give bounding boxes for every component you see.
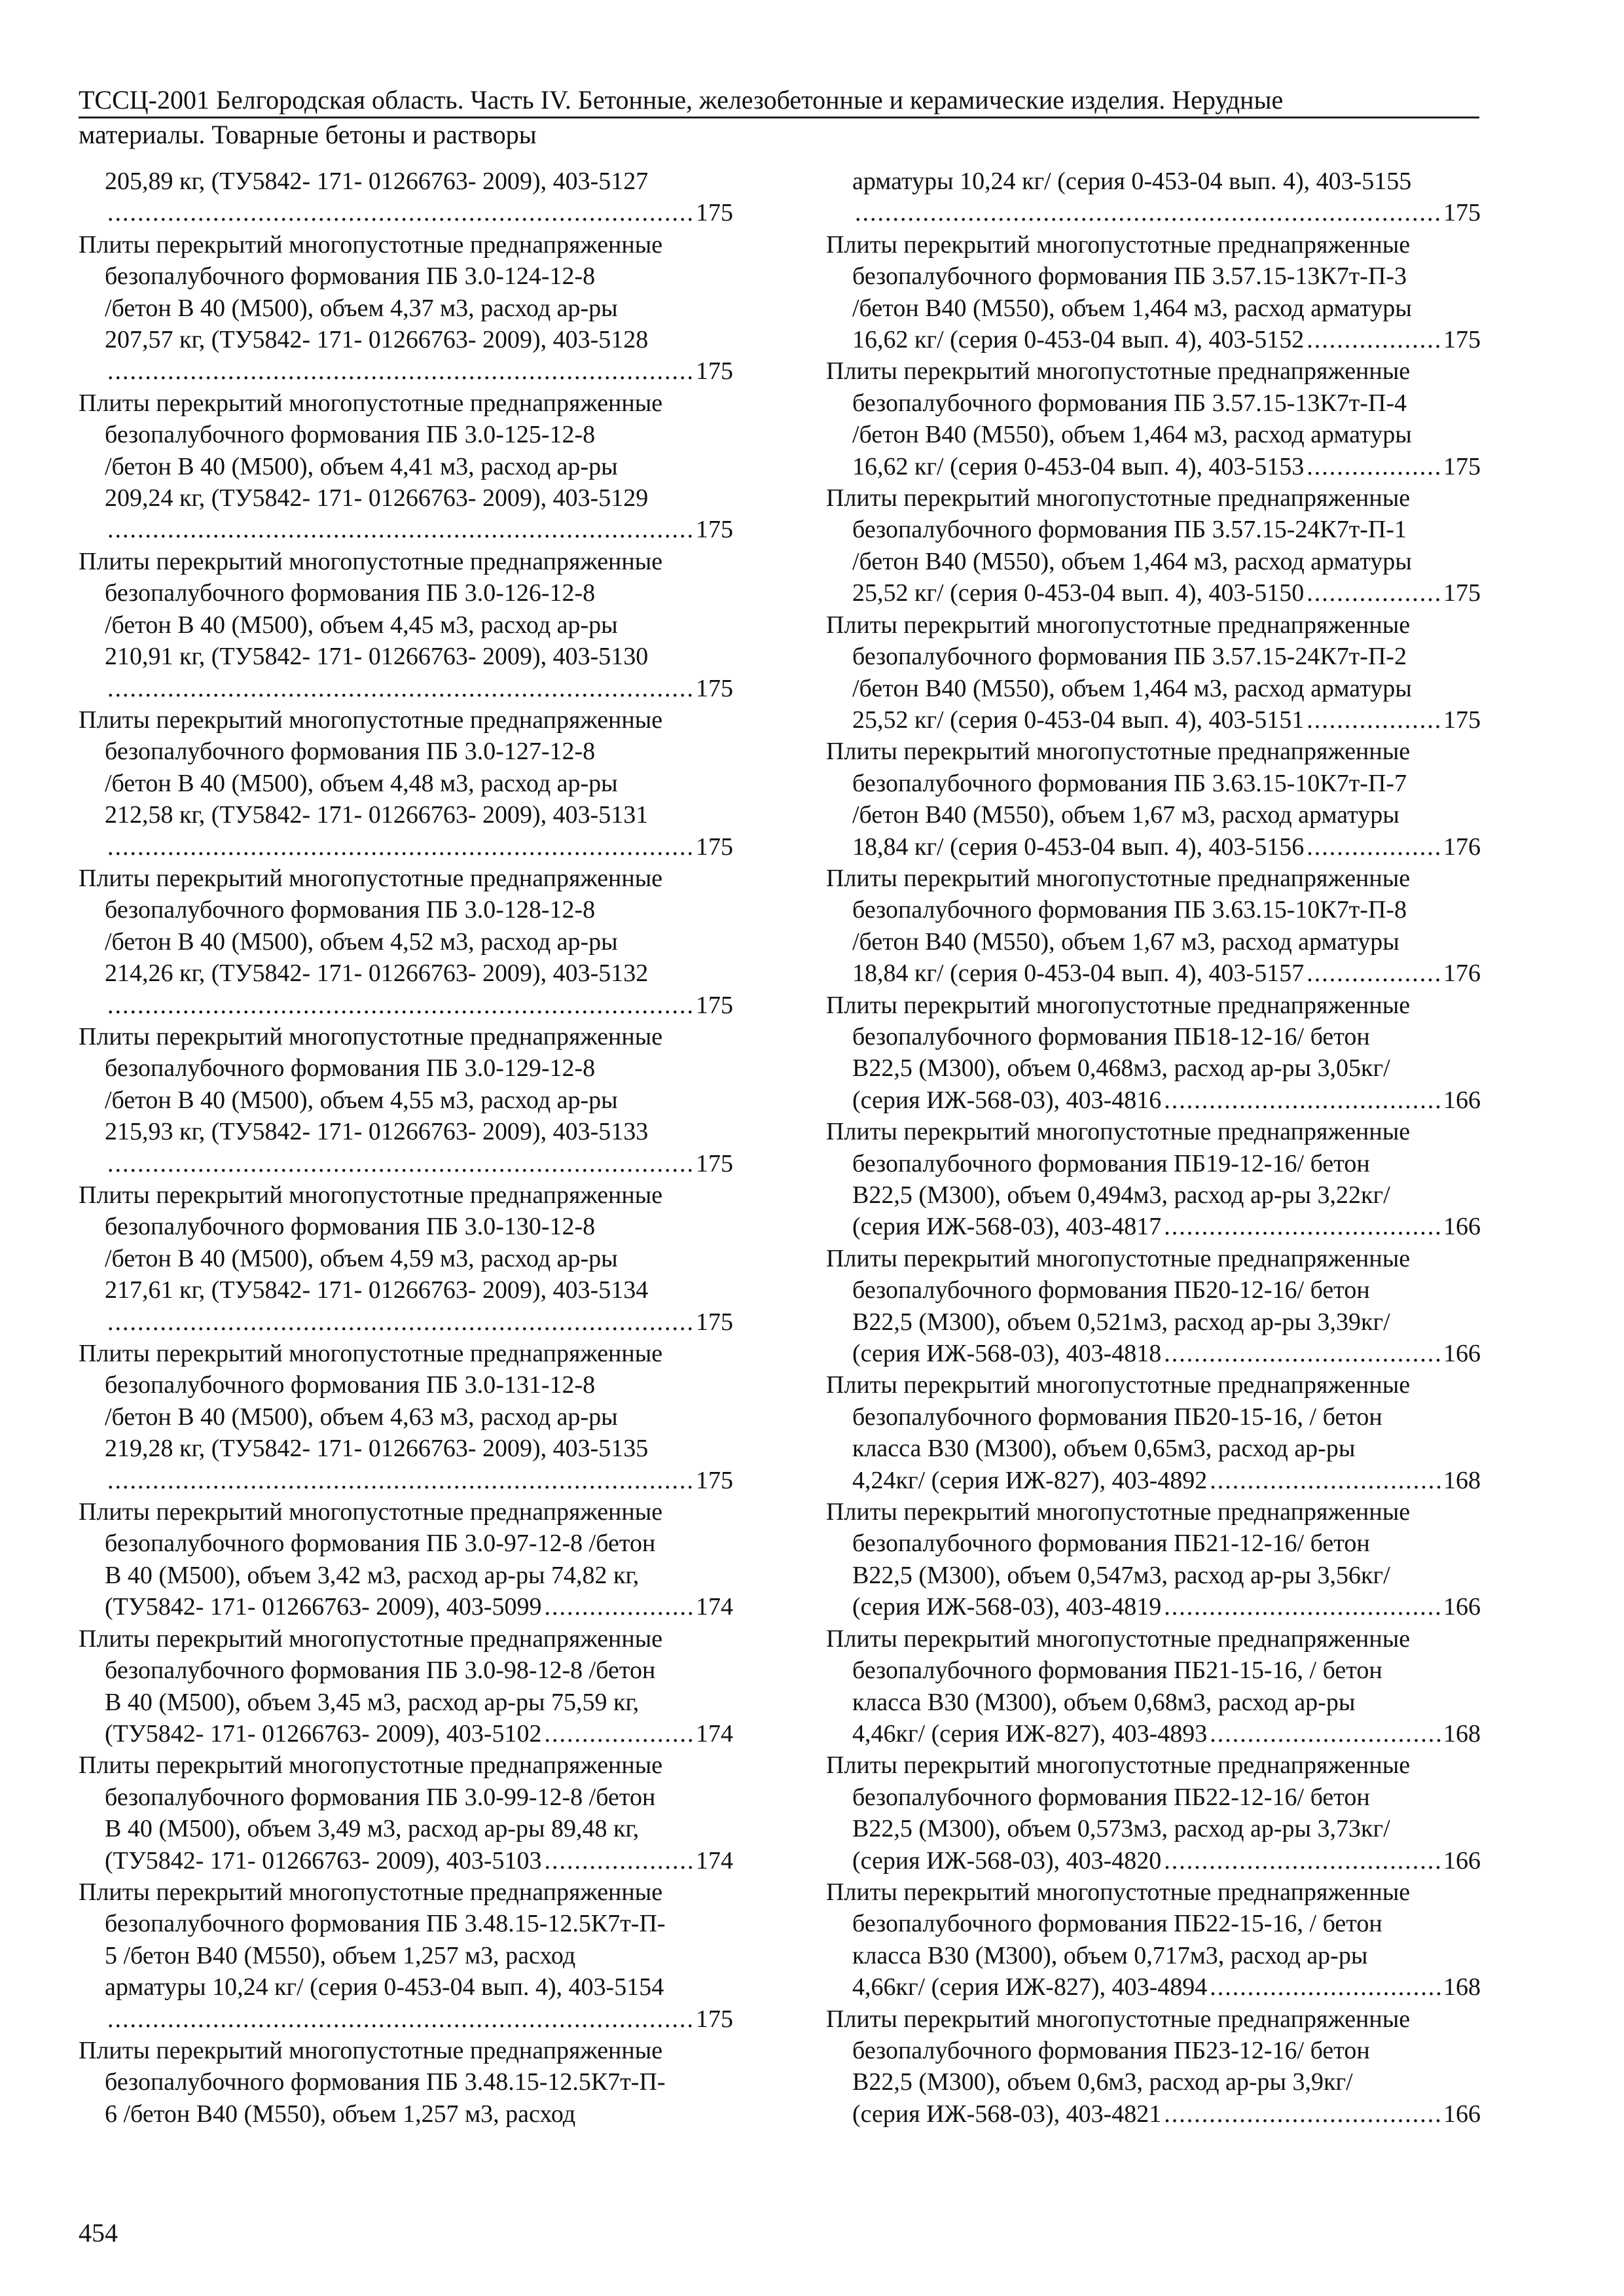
- entry-line: /бетон В 40 (М500), объем 4,48 м3, расход ар-ры: [105, 769, 618, 797]
- entry-line: /бетон В40 (М550), объем 1,464 м3, расход арматуры: [852, 421, 1412, 449]
- entry-description: [79, 166, 733, 197]
- index-entry: [79, 387, 733, 546]
- entry-line: класса В30 (М300), объем 0,65м3, расход ар-ры: [852, 1435, 1356, 1463]
- index-entry: [79, 1876, 733, 2035]
- entry-dot-leader-line: [826, 1211, 1481, 1242]
- entry-line: безопалубочного формования ПБ 3.57.15-13К7т-П-4: [852, 389, 1407, 417]
- index-entry: [79, 1749, 733, 1876]
- entry-last-line: 4,46кг/ (серия ИЖ-827), 403-4893: [852, 1719, 1208, 1748]
- entry-line: безопалубочного формования ПБ 3.0-130-12-8: [105, 1213, 596, 1241]
- index-entry: [826, 482, 1481, 609]
- entry-last-line: 18,84 кг/ (серия 0-453-04 вып. 4), 403-5157: [852, 960, 1305, 988]
- entry-line: Плиты перекрытий многопустотные преднапряженные: [79, 1181, 663, 1209]
- entry-line: безопалубочного формования ПБ 3.63.15-10К7т-П-7: [852, 769, 1407, 797]
- entry-dot-leader-line: [79, 831, 733, 863]
- entry-description: [79, 1021, 733, 1148]
- entry-line: безопалубочного формования ПБ 3.0-128-12-8: [105, 896, 596, 924]
- dot-leader: [1164, 1085, 1441, 1116]
- entry-description: [826, 1749, 1481, 1844]
- entry-line: Плиты перекрытий многопустотные преднапряженные: [79, 2036, 663, 2064]
- entry-dot-leader-line: [79, 1148, 733, 1179]
- index-entry: [79, 2035, 733, 2130]
- entry-dot-leader-line: [826, 1845, 1481, 1876]
- index-entry: [79, 1021, 733, 1179]
- entry-dot-leader-line: [826, 1971, 1481, 2003]
- entry-dot-leader-line: [79, 1845, 733, 1876]
- entry-page-ref: 175: [696, 516, 733, 544]
- dot-leader: [855, 197, 1441, 228]
- entry-page-ref: 166: [1443, 1213, 1481, 1241]
- entry-page-ref: 166: [1443, 1340, 1481, 1368]
- entry-description: [826, 1623, 1481, 1718]
- entry-line: /бетон В 40 (М500), объем 4,37 м3, расход ар-ры: [105, 294, 618, 322]
- index-entry: [826, 1369, 1481, 1496]
- entry-page-ref: 175: [696, 199, 733, 227]
- dot-leader: [1210, 1465, 1441, 1496]
- entry-line: Плиты перекрытий многопустотные преднапряженные: [79, 547, 663, 575]
- entry-dot-leader-line: [79, 673, 733, 704]
- entry-description: [826, 1116, 1481, 1211]
- entry-dot-leader-line: [826, 831, 1481, 863]
- entry-last-line: 4,24кг/ (серия ИЖ-827), 403-4892: [852, 1466, 1208, 1494]
- entry-line: Плиты перекрытий многопустотные преднапряженные: [826, 611, 1411, 639]
- dot-leader: [545, 1845, 693, 1876]
- entry-description: [826, 1876, 1481, 1971]
- entry-page-ref: 168: [1443, 1719, 1481, 1748]
- entry-page-ref: 166: [1443, 1846, 1481, 1874]
- entry-description: [79, 1623, 733, 1718]
- entry-page-ref: 166: [1443, 1086, 1481, 1114]
- entry-line: безопалубочного формования ПБ 3.0-125-12-8: [105, 421, 596, 449]
- index-entry: [826, 736, 1481, 863]
- entry-line: 210,91 кг, (ТУ5842- 171- 01266763- 2009), 403-5130: [105, 643, 649, 671]
- index-entry: [79, 863, 733, 1021]
- entry-last-line: (серия ИЖ-568-03), 403-4818: [852, 1340, 1162, 1368]
- entry-dot-leader-line: [79, 1465, 733, 1496]
- header-title-line2: материалы. Товарные бетоны и растворы: [79, 120, 537, 149]
- entry-description: [79, 863, 733, 990]
- entry-description: [79, 704, 733, 831]
- entry-line: безопалубочного формования ПБ 3.0-97-12-8 /бетон: [105, 1530, 656, 1558]
- entry-page-ref: 176: [1443, 833, 1481, 861]
- entry-dot-leader-line: [826, 704, 1481, 736]
- entry-dot-leader-line: [826, 1591, 1481, 1623]
- entry-dot-leader-line: [826, 1338, 1481, 1369]
- entry-line: Плиты перекрытий многопустотные преднапряженные: [826, 1118, 1411, 1146]
- dot-leader: [107, 990, 693, 1021]
- dot-leader: [107, 673, 693, 704]
- entry-line: /бетон В 40 (М500), объем 4,63 м3, расход ар-ры: [105, 1403, 618, 1431]
- index-entry: [79, 1179, 733, 1338]
- entry-line: безопалубочного формования ПБ 3.63.15-10К7т-П-8: [852, 896, 1407, 924]
- entry-description: [826, 482, 1481, 577]
- entry-line: безопалубочного формования ПБ18-12-16/ бетон: [852, 1022, 1370, 1050]
- entry-description: [79, 1749, 733, 1844]
- entry-line: 219,28 кг, (ТУ5842- 171- 01266763- 2009), 403-5135: [105, 1435, 649, 1463]
- entry-dot-leader-line: [79, 2003, 733, 2035]
- index-entry: [826, 863, 1481, 990]
- dot-leader: [107, 1465, 693, 1496]
- entry-line: В22,5 (М300), объем 0,547м3, расход ар-ры 3,56кг/: [852, 1561, 1390, 1589]
- dot-leader: [1164, 1591, 1441, 1623]
- entry-line: /бетон В 40 (М500), объем 4,52 м3, расход ар-ры: [105, 927, 618, 956]
- dot-leader: [107, 2003, 693, 2035]
- entry-line: В22,5 (М300), объем 0,573м3, расход ар-ры 3,73кг/: [852, 1815, 1390, 1843]
- index-entry: [826, 166, 1481, 229]
- entry-last-line: (ТУ5842- 171- 01266763- 2009), 403-5099: [105, 1593, 542, 1621]
- entry-last-line: (серия ИЖ-568-03), 403-4820: [852, 1846, 1162, 1874]
- dot-leader: [1164, 2098, 1441, 2130]
- entry-line: 6 /бетон В40 (М550), объем 1,257 м3, расход: [105, 2100, 576, 2128]
- entry-line: Плиты перекрытий многопустотные преднапряженные: [826, 1624, 1411, 1653]
- entry-line: Плиты перекрытий многопустотные преднапряженные: [826, 484, 1411, 512]
- dot-leader: [545, 1591, 693, 1623]
- entry-line: Плиты перекрытий многопустотные преднапряженные: [79, 1751, 663, 1780]
- entry-line: Плиты перекрытий многопустотные преднапряженные: [826, 1498, 1411, 1526]
- entry-description: [79, 1338, 733, 1465]
- entry-page-ref: 175: [696, 674, 733, 702]
- entry-description: [79, 1496, 733, 1591]
- dot-leader: [545, 1718, 693, 1749]
- entry-line: /бетон В40 (М550), объем 1,67 м3, расход арматуры: [852, 801, 1399, 829]
- entry-description: [79, 1179, 733, 1306]
- entry-description: [826, 863, 1481, 958]
- entry-page-ref: 176: [1443, 960, 1481, 988]
- entry-description: [826, 1369, 1481, 1464]
- entry-page-ref: 175: [696, 357, 733, 386]
- entry-description: [826, 355, 1481, 450]
- entry-line: 215,93 кг, (ТУ5842- 171- 01266763- 2009), 403-5133: [105, 1118, 649, 1146]
- index-entry: [79, 546, 733, 704]
- entry-line: Плиты перекрытий многопустотные преднапряженные: [826, 2005, 1411, 2033]
- entry-line: безопалубочного формования ПБ20-15-16, / бетон: [852, 1403, 1382, 1431]
- entry-description: [79, 229, 733, 356]
- entry-line: 214,26 кг, (ТУ5842- 171- 01266763- 2009), 403-5132: [105, 960, 649, 988]
- entry-line: Плиты перекрытий многопустотные преднапряженные: [79, 389, 663, 417]
- dot-leader: [107, 1306, 693, 1338]
- entry-dot-leader-line: [79, 197, 733, 228]
- index-entry: [826, 2003, 1481, 2130]
- entry-line: /бетон В 40 (М500), объем 4,55 м3, расход ар-ры: [105, 1086, 618, 1114]
- entry-dot-leader-line: [826, 451, 1481, 482]
- entry-line: В 40 (М500), объем 3,45 м3, расход ар-ры 75,59 кг,: [105, 1688, 640, 1716]
- entry-dot-leader-line: [826, 577, 1481, 609]
- entry-line: безопалубочного формования ПБ22-15-16, / бетон: [852, 1910, 1382, 1938]
- entry-line: /бетон В40 (М550), объем 1,67 м3, расход арматуры: [852, 927, 1399, 956]
- entry-line: Плиты перекрытий многопустотные преднапряженные: [79, 1624, 663, 1653]
- entry-page-ref: 168: [1443, 1466, 1481, 1494]
- entry-last-line: 25,52 кг/ (серия 0-453-04 вып. 4), 403-5150: [852, 579, 1305, 607]
- entry-last-line: 16,62 кг/ (серия 0-453-04 вып. 4), 403-5152: [852, 326, 1305, 354]
- entry-line: безопалубочного формования ПБ 3.0-126-12-8: [105, 579, 596, 607]
- entry-line: безопалубочного формования ПБ 3.57.15-13К7т-П-3: [852, 262, 1407, 291]
- entry-line: класса В30 (М300), объем 0,68м3, расход ар-ры: [852, 1688, 1356, 1716]
- entry-page-ref: 174: [696, 1719, 733, 1748]
- entry-line: Плиты перекрытий многопустотные преднапряженные: [826, 1751, 1411, 1780]
- entry-page-ref: 175: [1443, 452, 1481, 480]
- entry-page-ref: 175: [1443, 579, 1481, 607]
- dot-leader: [107, 355, 693, 387]
- entry-line: В 40 (М500), объем 3,42 м3, расход ар-ры 74,82 кг,: [105, 1561, 640, 1589]
- entry-line: класса В30 (М300), объем 0,717м3, расход ар-ры: [852, 1941, 1368, 1969]
- entry-description: [826, 1496, 1481, 1591]
- index-entry: [826, 990, 1481, 1117]
- entry-line: Плиты перекрытий многопустотные преднапряженные: [826, 738, 1411, 766]
- entry-line: безопалубочного формования ПБ 3.0-129-12-8: [105, 1054, 596, 1083]
- entry-description: [79, 2035, 733, 2130]
- entry-last-line: (серия ИЖ-568-03), 403-4821: [852, 2100, 1162, 2128]
- entry-line: безопалубочного формования ПБ 3.57.15-24К7т-П-2: [852, 643, 1407, 671]
- dot-leader: [1307, 958, 1441, 989]
- entry-page-ref: 175: [696, 1149, 733, 1177]
- entry-dot-leader-line: [79, 1718, 733, 1749]
- entry-line: Плиты перекрытий многопустотные преднапряженные: [79, 1878, 663, 1906]
- entry-line: 205,89 кг, (ТУ5842- 171- 01266763- 2009), 403-5127: [105, 168, 649, 195]
- index-entry: [79, 166, 733, 229]
- entry-dot-leader-line: [79, 514, 733, 545]
- dot-leader: [1307, 577, 1441, 609]
- dot-leader: [107, 514, 693, 545]
- entry-line: Плиты перекрытий многопустотные преднапряженные: [826, 864, 1411, 892]
- entry-line: безопалубочного формования ПБ 3.48.15-12.5К7т-П-: [105, 1910, 666, 1938]
- entry-last-line: (ТУ5842- 171- 01266763- 2009), 403-5103: [105, 1846, 542, 1874]
- entry-line: безопалубочного формования ПБ23-12-16/ бетон: [852, 2036, 1370, 2064]
- index-entry: [79, 1496, 733, 1623]
- dot-leader: [1307, 324, 1441, 355]
- entry-description: [826, 990, 1481, 1085]
- entry-line: безопалубочного формования ПБ21-15-16, / бетон: [852, 1657, 1382, 1685]
- entry-page-ref: 175: [1443, 326, 1481, 354]
- entry-description: [79, 387, 733, 514]
- entry-line: В 40 (М500), объем 3,49 м3, расход ар-ры 89,48 кг,: [105, 1815, 640, 1843]
- index-entry: [79, 704, 733, 863]
- index-entry: [826, 1623, 1481, 1750]
- entry-description: [826, 609, 1481, 704]
- entry-line: Плиты перекрытий многопустотные преднапряженные: [79, 1340, 663, 1368]
- entry-page-ref: 175: [696, 991, 733, 1019]
- entry-line: 5 /бетон В40 (М550), объем 1,257 м3, расход: [105, 1941, 576, 1969]
- entry-page-ref: 175: [1443, 199, 1481, 227]
- entry-line: безопалубочного формования ПБ 3.57.15-24К7т-П-1: [852, 516, 1407, 544]
- entry-description: [826, 1243, 1481, 1338]
- entry-page-ref: 168: [1443, 1973, 1481, 2001]
- entry-dot-leader-line: [826, 1718, 1481, 1749]
- entry-description: [79, 546, 733, 673]
- dot-leader: [107, 831, 693, 863]
- entry-line: безопалубочного формования ПБ 3.0-98-12-8 /бетон: [105, 1657, 656, 1685]
- entry-dot-leader-line: [79, 1306, 733, 1338]
- entry-dot-leader-line: [826, 197, 1481, 228]
- index-entry: [826, 1116, 1481, 1243]
- entry-line: безопалубочного формования ПБ 3.48.15-12.5К7т-П-: [105, 2068, 666, 2096]
- entry-description: [826, 229, 1481, 324]
- entry-page-ref: 174: [696, 1846, 733, 1874]
- entry-line: В22,5 (М300), объем 0,6м3, расход ар-ры 3,9кг/: [852, 2068, 1353, 2096]
- entry-line: В22,5 (М300), объем 0,521м3, расход ар-ры 3,39кг/: [852, 1308, 1390, 1336]
- index-entry: [826, 355, 1481, 482]
- header-title-line1: ТССЦ-2001 Белгородская область. Часть IV. Бетонные, железобетонные и керамические изделия. Нерудные: [79, 85, 1284, 115]
- entry-line: арматуры 10,24 кг/ (серия 0-453-04 вып. 4), 403-5154: [105, 1973, 664, 2001]
- dot-leader: [107, 197, 693, 228]
- entry-line: безопалубочного формования ПБ 3.0-131-12-8: [105, 1371, 596, 1399]
- dot-leader: [1307, 831, 1441, 863]
- entry-line: безопалубочного формования ПБ20-12-16/ бетон: [852, 1276, 1370, 1304]
- index-entry: [79, 1338, 733, 1496]
- entry-line: Плиты перекрытий многопустотные преднапряженные: [826, 1878, 1411, 1906]
- entry-page-ref: 175: [696, 2005, 733, 2033]
- dot-leader: [1210, 1971, 1441, 2003]
- entry-last-line: 16,62 кг/ (серия 0-453-04 вып. 4), 403-5153: [852, 452, 1305, 480]
- entry-line: /бетон В40 (М550), объем 1,464 м3, расход арматуры: [852, 294, 1412, 322]
- entry-line: Плиты перекрытий многопустотные преднапряженные: [826, 1244, 1411, 1272]
- entry-line: Плиты перекрытий многопустотные преднапряженные: [826, 991, 1411, 1019]
- entry-dot-leader-line: [826, 324, 1481, 355]
- entry-dot-leader-line: [79, 355, 733, 387]
- entry-description: [79, 1876, 733, 2003]
- entry-page-ref: 175: [696, 1466, 733, 1494]
- entry-dot-leader-line: [79, 1591, 733, 1623]
- entry-dot-leader-line: [826, 1085, 1481, 1116]
- entry-line: Плиты перекрытий многопустотные преднапряженные: [79, 1022, 663, 1050]
- entry-line: 212,58 кг, (ТУ5842- 171- 01266763- 2009), 403-5131: [105, 801, 649, 829]
- entry-line: Плиты перекрытий многопустотные преднапряженные: [79, 864, 663, 892]
- entry-line: Плиты перекрытий многопустотные преднапряженные: [826, 1371, 1411, 1399]
- entry-last-line: (ТУ5842- 171- 01266763- 2009), 403-5102: [105, 1719, 542, 1748]
- entry-description: [826, 166, 1481, 197]
- entry-page-ref: 175: [696, 1308, 733, 1336]
- entry-last-line: 25,52 кг/ (серия 0-453-04 вып. 4), 403-5151: [852, 706, 1305, 734]
- entry-dot-leader-line: [826, 958, 1481, 989]
- entry-line: /бетон В 40 (М500), объем 4,45 м3, расход ар-ры: [105, 611, 618, 639]
- entry-description: [826, 736, 1481, 831]
- entry-line: безопалубочного формования ПБ22-12-16/ бетон: [852, 1783, 1370, 1811]
- entry-dot-leader-line: [826, 1465, 1481, 1496]
- entry-page-ref: 175: [696, 833, 733, 861]
- entry-line: безопалубочного формования ПБ 3.0-127-12-8: [105, 738, 596, 766]
- page-number: 454: [79, 2218, 118, 2248]
- entry-page-ref: 166: [1443, 2100, 1481, 2128]
- dot-leader: [1164, 1845, 1441, 1876]
- entry-line: Плиты перекрытий многопустотные преднапряженные: [826, 230, 1411, 259]
- entry-line: безопалубочного формования ПБ 3.0-99-12-8 /бетон: [105, 1783, 656, 1811]
- index-entry: [826, 1243, 1481, 1370]
- dot-leader: [1164, 1338, 1441, 1369]
- entry-page-ref: 174: [696, 1593, 733, 1621]
- index-entry: [79, 229, 733, 387]
- entry-line: безопалубочного формования ПБ19-12-16/ бетон: [852, 1149, 1370, 1177]
- entry-line: В22,5 (М300), объем 0,468м3, расход ар-ры 3,05кг/: [852, 1054, 1390, 1083]
- entry-page-ref: 166: [1443, 1593, 1481, 1621]
- entry-line: Плиты перекрытий многопустотные преднапряженные: [79, 1498, 663, 1526]
- entry-line: 217,61 кг, (ТУ5842- 171- 01266763- 2009), 403-5134: [105, 1276, 649, 1304]
- entry-line: арматуры 10,24 кг/ (серия 0-453-04 вып. 4), 403-5155: [852, 168, 1412, 195]
- entry-description: [826, 2003, 1481, 2098]
- entry-line: /бетон В 40 (М500), объем 4,59 м3, расход ар-ры: [105, 1244, 618, 1272]
- index-entry: [826, 1749, 1481, 1876]
- index-column-left: [79, 166, 733, 2130]
- entry-last-line: (серия ИЖ-568-03), 403-4819: [852, 1593, 1162, 1621]
- entry-dot-leader-line: [826, 2098, 1481, 2130]
- dot-leader: [1307, 451, 1441, 482]
- entry-last-line: (серия ИЖ-568-03), 403-4817: [852, 1213, 1162, 1241]
- entry-line: Плиты перекрытий многопустотные преднапряженные: [79, 230, 663, 259]
- entry-page-ref: 175: [1443, 706, 1481, 734]
- index-column-right: [826, 166, 1481, 2130]
- dot-leader: [1210, 1718, 1441, 1749]
- index-entry: [826, 229, 1481, 356]
- entry-last-line: 18,84 кг/ (серия 0-453-04 вып. 4), 403-5156: [852, 833, 1305, 861]
- entry-line: /бетон В40 (М550), объем 1,464 м3, расход арматуры: [852, 547, 1412, 575]
- entry-line: /бетон В40 (М550), объем 1,464 м3, расход арматуры: [852, 674, 1412, 702]
- entry-line: В22,5 (М300), объем 0,494м3, расход ар-ры 3,22кг/: [852, 1181, 1390, 1209]
- index-entry: [826, 1496, 1481, 1623]
- running-header: [79, 84, 1479, 151]
- index-entry: [826, 609, 1481, 736]
- entry-dot-leader-line: [79, 990, 733, 1021]
- entry-line: 209,24 кг, (ТУ5842- 171- 01266763- 2009), 403-5129: [105, 484, 649, 512]
- dot-leader: [1164, 1211, 1441, 1242]
- index-entry: [826, 1876, 1481, 2003]
- entry-last-line: 4,66кг/ (серия ИЖ-827), 403-4894: [852, 1973, 1208, 2001]
- entry-line: Плиты перекрытий многопустотные преднапряженные: [826, 357, 1411, 386]
- entry-last-line: (серия ИЖ-568-03), 403-4816: [852, 1086, 1162, 1114]
- index-entry: [79, 1623, 733, 1750]
- entry-line: /бетон В 40 (М500), объем 4,41 м3, расход ар-ры: [105, 452, 618, 480]
- entry-line: 207,57 кг, (ТУ5842- 171- 01266763- 2009), 403-5128: [105, 326, 649, 354]
- entry-line: Плиты перекрытий многопустотные преднапряженные: [79, 706, 663, 734]
- dot-leader: [107, 1148, 693, 1179]
- entry-line: безопалубочного формования ПБ21-12-16/ бетон: [852, 1530, 1370, 1558]
- entry-line: безопалубочного формования ПБ 3.0-124-12-8: [105, 262, 596, 291]
- dot-leader: [1307, 704, 1441, 736]
